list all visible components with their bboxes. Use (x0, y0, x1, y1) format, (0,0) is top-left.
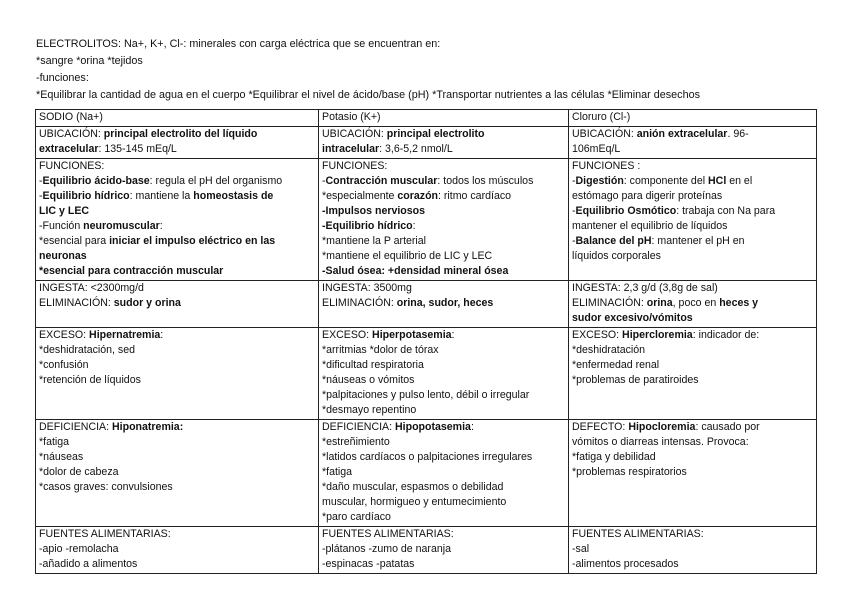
cell-line (572, 373, 813, 388)
text: - (572, 205, 576, 217)
cell-line (39, 204, 315, 219)
table-cell-potasio (319, 527, 569, 574)
bold-text: Digestión (575, 175, 624, 187)
cell-line (39, 328, 315, 343)
table-cell-potasio (319, 328, 569, 420)
text: *dolor de cabeza (39, 466, 119, 478)
cell-line (39, 343, 315, 358)
text: *daño muscular, espasmos o debilidad (322, 481, 504, 493)
text: - (322, 175, 326, 187)
text: -apio -remolacha (39, 543, 119, 555)
table-cell-cloruro (569, 420, 817, 527)
bold-text: Hipocloremia (628, 421, 696, 433)
text: *náuseas o vómitos (322, 374, 415, 386)
bold-text: LIC y LEC (39, 205, 90, 217)
cell-line (322, 204, 565, 219)
bold-text: neuronas (39, 250, 87, 262)
bold-text: *esencial para contracción muscular (39, 265, 224, 277)
text: *desmayo repentino (322, 404, 417, 416)
cell-line (39, 189, 315, 204)
text: *fatiga (39, 436, 70, 448)
intro-line: *Equilibrar la cantidad de agua en el cuerpo *Equilibrar el nivel de ácido/base (pH) *Transportar nutrientes a las células *Eliminar desechos (36, 89, 700, 101)
cell-line (572, 311, 813, 326)
bold-text: principal electrolito (386, 128, 485, 140)
cell-line (322, 542, 565, 557)
text: FUENTES ALIMENTARIAS: (39, 528, 171, 540)
text: -plátanos -zumo de naranja (322, 543, 451, 555)
table-cell-cloruro (569, 127, 817, 159)
cell-line (322, 495, 565, 510)
column-header-sodio: SODIO (Na+) (36, 110, 319, 127)
text: : causado por (695, 421, 760, 433)
text: INGESTA: 3500mg (322, 282, 412, 294)
text: ELIMINACIÓN: (572, 297, 647, 309)
cell-line (572, 174, 813, 189)
bold-text: HCl (708, 175, 727, 187)
cell-line (572, 142, 813, 157)
cell-line (322, 373, 565, 388)
text: *esencial para (39, 235, 110, 247)
text: - (39, 190, 43, 202)
text: , poco en (672, 297, 720, 309)
text: : componente del (623, 175, 709, 187)
text: líquidos corporales (572, 250, 661, 262)
text: -Función (39, 220, 84, 232)
column-header-cloruro: Cloruro (Cl-) (569, 110, 817, 127)
text: muscular, hormigueo y entumecimiento (322, 496, 507, 508)
cell-line (322, 219, 565, 234)
bold-text: Hipercloremia (622, 329, 693, 341)
text: -añadido a alimentos (39, 558, 138, 570)
cell-line (39, 296, 315, 311)
cell-line (322, 234, 565, 249)
ingesta-row (36, 281, 817, 328)
cell-line (322, 403, 565, 418)
cell-line (572, 435, 813, 450)
intro-text (36, 36, 826, 104)
text: *latidos cardíacos o palpitaciones irregulares (322, 451, 533, 463)
text: UBICACIÓN: (572, 128, 637, 140)
text: FUNCIONES : (572, 160, 641, 172)
intro-line: -funciones: (36, 72, 89, 84)
cell-line (572, 450, 813, 465)
text: -espinacas -patatas (322, 558, 415, 570)
bold-text: -Impulsos nerviosos (322, 205, 426, 217)
text: EXCESO: (322, 329, 373, 341)
text: UBICACIÓN: (322, 128, 387, 140)
cell-line (572, 127, 813, 142)
cell-line (39, 480, 315, 495)
table-cell-potasio (319, 159, 569, 281)
cell-line (572, 358, 813, 373)
table-cell-sodio (36, 420, 319, 527)
text: en el (726, 175, 753, 187)
cell-line (572, 159, 813, 174)
text: : (160, 329, 164, 341)
text: *confusión (39, 359, 89, 371)
cell-line (39, 358, 315, 373)
cell-line (322, 296, 565, 311)
text: FUNCIONES: (322, 160, 388, 172)
cell-line (39, 127, 315, 142)
table-cell-sodio (36, 527, 319, 574)
text: *deshidratación (572, 344, 646, 356)
text: *casos graves: convulsiones (39, 481, 173, 493)
text: : (451, 329, 455, 341)
cell-line (322, 281, 565, 296)
text: *problemas de paratiroides (572, 374, 699, 386)
text: *dificultad respiratoria (322, 359, 424, 371)
cell-line (572, 420, 813, 435)
cell-line (322, 450, 565, 465)
cell-line (572, 465, 813, 480)
bold-text: intracelular (322, 143, 380, 155)
bold-text: Balance del pH (575, 235, 652, 247)
text: *deshidratación, sed (39, 344, 135, 356)
text: : regula el pH del organismo (149, 175, 283, 187)
cell-line (39, 249, 315, 264)
bold-text: Hipopotasemia (395, 421, 471, 433)
cell-line (572, 249, 813, 264)
cell-line (39, 373, 315, 388)
text: *mantiene el equilibrio de LIC y LEC (322, 250, 493, 262)
bold-text: heces y (719, 297, 759, 309)
text: : (159, 220, 163, 232)
text: : (470, 421, 474, 433)
text: DEFICIENCIA: (322, 421, 395, 433)
bold-text: neuromuscular (83, 220, 160, 232)
cell-line (322, 527, 565, 542)
ubicacion-row (36, 127, 817, 159)
cell-line (39, 234, 315, 249)
text: DEFECTO: (572, 421, 629, 433)
table-cell-potasio (319, 127, 569, 159)
bold-text: Contracción muscular (325, 175, 438, 187)
text: -alimentos procesados (572, 558, 679, 570)
bold-text: Hipernatremia (89, 329, 161, 341)
bold-text: extracelular (39, 143, 99, 155)
cell-line (572, 234, 813, 249)
cell-line (39, 542, 315, 557)
cell-line (322, 557, 565, 572)
cell-line (572, 343, 813, 358)
cell-line (572, 281, 813, 296)
text: *estreñimiento (322, 436, 390, 448)
cell-line (39, 557, 315, 572)
text: DEFICIENCIA: (39, 421, 112, 433)
text: *náuseas (39, 451, 84, 463)
intro-line: ELECTROLITOS: Na+, K+, Cl-: minerales con carga eléctrica que se encuentran en: (36, 38, 441, 50)
cell-line (39, 281, 315, 296)
text: UBICACIÓN: (39, 128, 104, 140)
text: EXCESO: (39, 329, 90, 341)
bold-text: iniciar el impulso eléctrico en las (109, 235, 276, 247)
bold-text: corazón (397, 190, 439, 202)
cell-line (322, 127, 565, 142)
exceso-row (36, 328, 817, 420)
cell-line (322, 159, 565, 174)
cell-line (322, 435, 565, 450)
bold-text: Equilibrio hídrico (42, 190, 130, 202)
text: EXCESO: (572, 329, 623, 341)
bold-text: Equilibrio Osmótico (575, 205, 677, 217)
text: : indicador de: (692, 329, 760, 341)
text: *problemas respiratorios (572, 466, 687, 478)
text: FUNCIONES: (39, 160, 105, 172)
table-cell-cloruro (569, 527, 817, 574)
cell-line (39, 435, 315, 450)
text: : todos los músculos (437, 175, 534, 187)
cell-line (322, 174, 565, 189)
table-cell-sodio (36, 127, 319, 159)
table-cell-sodio (36, 328, 319, 420)
bold-text: -Equilibrio hídrico (322, 220, 413, 232)
text: *palpitaciones y pulso lento, débil o irregular (322, 389, 530, 401)
text: : mantiene la (129, 190, 194, 202)
bold-text: Equilibrio ácido-base (42, 175, 150, 187)
text: ELIMINACIÓN: (322, 297, 397, 309)
table-cell-cloruro (569, 159, 817, 281)
cell-line (39, 174, 315, 189)
cell-line (572, 189, 813, 204)
text: : 3,6-5,2 nmol/L (379, 143, 453, 155)
cell-line (39, 450, 315, 465)
cell-line (39, 219, 315, 234)
bold-text: Hiponatremia: (112, 421, 184, 433)
text: *paro cardíaco (322, 511, 391, 523)
cell-line (322, 358, 565, 373)
cell-line (39, 420, 315, 435)
text: *mantiene la P arterial (322, 235, 427, 247)
text: estómago para digerir proteínas (572, 190, 723, 202)
cell-line (572, 557, 813, 572)
text: *enfermedad renal (572, 359, 660, 371)
text: : trabaja con Na para (676, 205, 776, 217)
table-cell-potasio (319, 281, 569, 328)
bold-text: principal electrolito del líquido (103, 128, 258, 140)
text: FUENTES ALIMENTARIAS: (322, 528, 454, 540)
text: . 96- (727, 128, 749, 140)
table-cell-cloruro (569, 328, 817, 420)
funciones-row (36, 159, 817, 281)
cell-line (39, 465, 315, 480)
text: INGESTA: <2300mg/d (39, 282, 144, 294)
cell-line (572, 296, 813, 311)
text: -sal (572, 543, 590, 555)
table-cell-sodio (36, 159, 319, 281)
bold-text: -Salud ósea: +densidad mineral ósea (322, 265, 509, 277)
text: *fatiga (322, 466, 353, 478)
table-cell-cloruro (569, 281, 817, 328)
text: : mantener el pH en (651, 235, 745, 247)
table-cell-sodio (36, 281, 319, 328)
text: INGESTA: 2,3 g/d (3,8g de sal) (572, 282, 718, 294)
text: : ritmo cardíaco (438, 190, 512, 202)
cell-line (322, 142, 565, 157)
deficiencia-row (36, 420, 817, 527)
cell-line (572, 527, 813, 542)
text: *especialmente (322, 190, 398, 202)
cell-line (322, 264, 565, 279)
cell-line (572, 219, 813, 234)
text: ELIMINACIÓN: (39, 297, 114, 309)
text: vómitos o diarreas intensas. Provoca: (572, 436, 749, 448)
cell-line (572, 328, 813, 343)
bold-text: Hiperpotasemia (372, 329, 452, 341)
cell-line (39, 264, 315, 279)
text: : 135-145 mEq/L (98, 143, 177, 155)
cell-line (322, 328, 565, 343)
cell-line (322, 388, 565, 403)
text: mantener el equilibrio de líquidos (572, 220, 728, 232)
cell-line (322, 465, 565, 480)
bold-text: orina (646, 297, 673, 309)
fuentes-row (36, 527, 817, 574)
bold-text: homeostasis de (193, 190, 274, 202)
text: FUENTES ALIMENTARIAS: (572, 528, 704, 540)
bold-text: orina, sudor, heces (396, 297, 494, 309)
bold-text: sudor y orina (113, 297, 181, 309)
cell-line (572, 204, 813, 219)
table-cell-potasio (319, 420, 569, 527)
text: - (572, 235, 576, 247)
table-header-row (36, 110, 817, 127)
cell-line (322, 420, 565, 435)
cell-line (322, 249, 565, 264)
electrolytes-table (35, 109, 817, 574)
cell-line (322, 480, 565, 495)
cell-line (39, 159, 315, 174)
text: *arritmias *dolor de tórax (322, 344, 439, 356)
bold-text: anión extracelular (636, 128, 728, 140)
text: : (412, 220, 416, 232)
cell-line (322, 189, 565, 204)
text: 106mEq/L (572, 143, 621, 155)
cell-line (39, 142, 315, 157)
text: *fatiga y debilidad (572, 451, 656, 463)
cell-line (572, 542, 813, 557)
bold-text: sudor excesivo/vómitos (572, 312, 693, 324)
cell-line (322, 343, 565, 358)
text: - (572, 175, 576, 187)
column-header-potasio: Potasio (K+) (319, 110, 569, 127)
text: - (39, 175, 43, 187)
cell-line (39, 527, 315, 542)
text: *retención de líquidos (39, 374, 141, 386)
cell-line (322, 510, 565, 525)
intro-line: *sangre *orina *tejidos (36, 55, 143, 67)
